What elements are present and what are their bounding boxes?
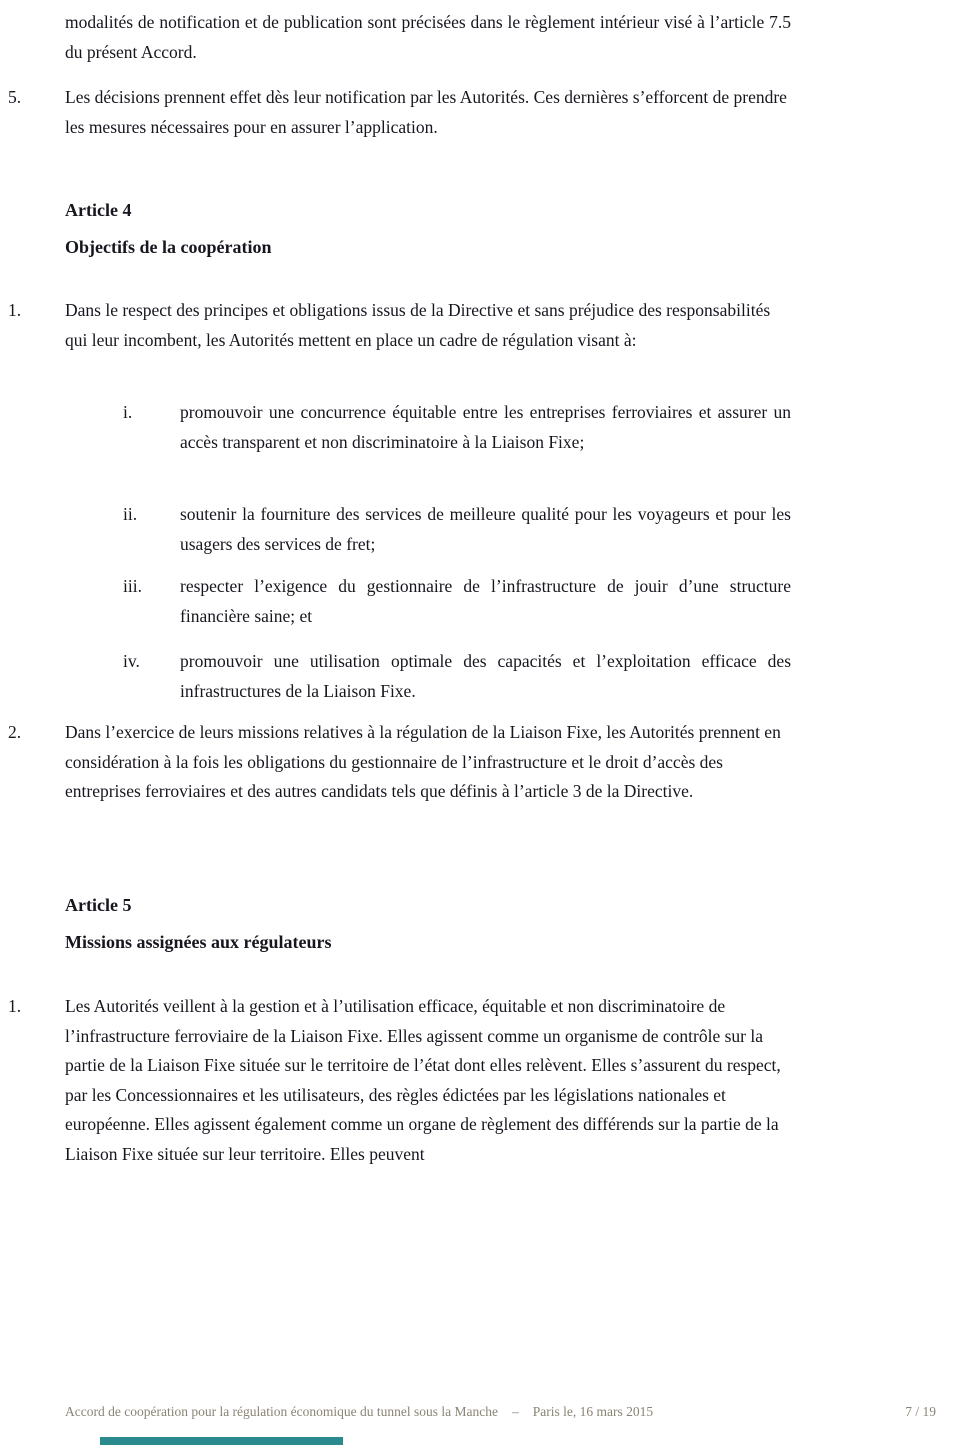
article-5-subheading: Missions assignées aux régulateurs: [65, 932, 332, 952]
list-item-1: [8, 296, 791, 355]
paragraph-text: Les décisions prennent effet dès leur notification par les Autorités. Ces dernières s’efforcent de prendre les mesures nécessaires pour en assurer l’application.: [65, 87, 787, 137]
list-number: 1.: [8, 300, 22, 320]
sublist-number: iv.: [123, 651, 140, 671]
list-number: 5.: [8, 87, 22, 107]
paragraph-text: respecter l’exigence du gestionnaire de l’infrastructure de jouir d’une structure financière saine; et: [180, 576, 791, 626]
article-5-heading: Article 5: [65, 895, 132, 915]
bottom-accent-bar: [100, 1437, 343, 1445]
paragraph-text: Dans l’exercice de leurs missions relatives à la régulation de la Liaison Fixe, les Autorités prennent en considération à la fois les obligations du gestionnaire de l’infrastructure et le droit d’accès des entreprises ferroviaires et des autres candidats tels que définis à l’article 3 de la Directive.: [65, 722, 781, 801]
paragraph-text: promouvoir une concurrence équitable entre les entreprises ferroviaires et assurer un accès transparent et non discriminatoire à la Liaison Fixe;: [180, 402, 791, 452]
sublist-item-i: [123, 398, 791, 457]
footer-date: Paris le, 16 mars 2015: [532, 1404, 654, 1419]
page-number: 7 / 19: [905, 1404, 936, 1419]
sublist-item-iii: [123, 572, 791, 631]
article-4-subheading: Objectifs de la coopération: [65, 237, 272, 257]
list-item-1-article-5: [8, 992, 791, 1169]
paragraph-text: soutenir la fourniture des services de meilleure qualité pour les voyageurs et pour les usagers des services de fret;: [180, 504, 791, 554]
paragraph-continuation: [65, 8, 791, 67]
sublist-item-ii: [123, 500, 791, 559]
list-item-2: [8, 718, 791, 807]
paragraph-text: promouvoir une utilisation optimale des capacités et l’exploitation efficace des infrastructures de la Liaison Fixe.: [180, 651, 791, 701]
article-4-heading: Article 4: [65, 200, 132, 220]
paragraph-text: Les Autorités veillent à la gestion et à l’utilisation efficace, équitable et non discriminatoire de l’infrastructure ferroviaire de la Liaison Fixe. Elles agissent comme un organisme de contrôle sur la partie de la Liaison Fixe située sur le territoire de l’état dont elles relèvent. Elles s’assurent du respect, par les Concessionnaires et les utilisateurs, des règles édictées par les législations nationales et européenne. Elles agissent également comme un organe de règlement des différends sur la partie de la Liaison Fixe située sur leur territoire. Elles peuvent: [65, 996, 781, 1164]
sublist-item-iv: [123, 647, 791, 706]
sublist-number: i.: [123, 402, 133, 422]
footer-left: [65, 1403, 653, 1420]
list-number: 1.: [8, 996, 22, 1016]
paragraph-text: modalités de notification et de publication sont précisées dans le règlement intérieur visé à l’article 7.5 du présent Accord.: [65, 12, 791, 62]
footer-document-title: Accord de coopération pour la régulation économique du tunnel sous la Manche: [65, 1404, 498, 1419]
footer-separator: –: [512, 1404, 519, 1419]
page-footer: [65, 1403, 936, 1420]
sublist-number: iii.: [123, 576, 142, 596]
list-number: 2.: [8, 722, 22, 742]
paragraph-text: Dans le respect des principes et obligations issus de la Directive et sans préjudice des responsabilités qui leur incombent, les Autorités mettent en place un cadre de régulation visant à:: [65, 300, 771, 350]
sublist-number: ii.: [123, 504, 138, 524]
list-item-5: [8, 83, 791, 142]
